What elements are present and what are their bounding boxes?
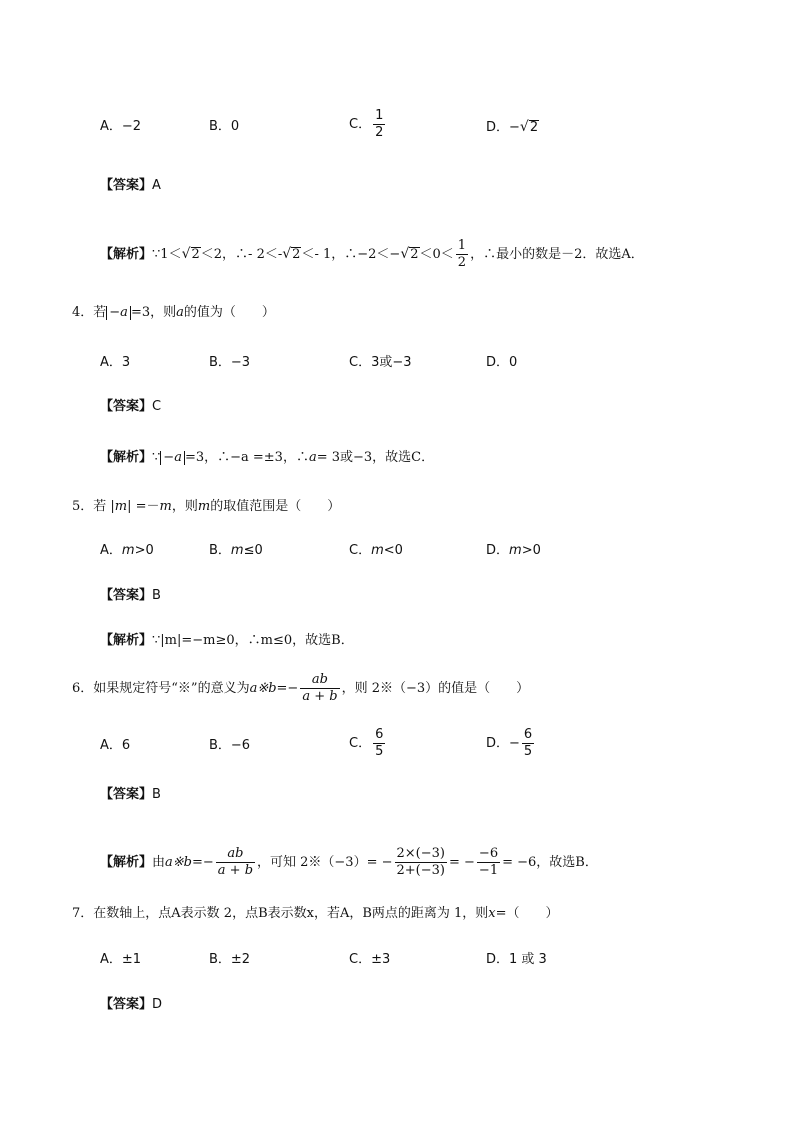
answer-value: D <box>152 997 163 1012</box>
answer-value: B <box>152 787 161 802</box>
q3-answer <box>100 177 161 195</box>
q3-option-b[interactable]: B．0 <box>209 119 240 134</box>
q6-option-d[interactable]: D．− $\frac{6}{5}$ <box>486 727 533 759</box>
radical-icon: √ <box>282 246 292 262</box>
answer-label: 【答案】 <box>100 787 153 802</box>
q7-option-c[interactable]: C．±3 <box>349 952 391 967</box>
q7-option-a[interactable]: A．±1 <box>100 952 142 967</box>
q3-analysis: 【解析】∵1＜√2＜2，∴- 2＜-√2＜- 1，∴−2＜−√2＜0＜ $\frac{1}{2}$ ，∴最小的数是－2．故选A． <box>100 238 644 270</box>
q5-answer <box>100 587 161 605</box>
q4-option-a[interactable]: A．3 <box>100 355 131 370</box>
q7-answer <box>100 996 162 1014</box>
answer-value: C <box>152 399 162 414</box>
q6-analysis: 【解析】由a※b=− $\frac{ab}{a + b}$ ，可知 2※（−3）= − $\frac{2\times(-3)}{2+(-3)}$ = − $\frac{-6}{-1}$ = −6，故选B． <box>100 846 598 878</box>
q7-option-b[interactable]: B．±2 <box>209 952 251 967</box>
ab-fraction: $\frac{ab}{a + b}$ <box>302 672 338 704</box>
q6-answer <box>100 786 161 804</box>
answer-label: 【答案】 <box>100 997 153 1012</box>
analysis-label: 【解析】 <box>100 247 153 262</box>
answer-label: 【答案】 <box>100 178 153 193</box>
analysis-label: 【解析】 <box>100 855 153 870</box>
half-fraction: $\frac{1}{2}$ <box>457 238 467 270</box>
q5-option-a[interactable]: A．m>0 <box>100 543 154 558</box>
q5-option-b[interactable]: B．m≤0 <box>209 543 263 558</box>
answer-label: 【答案】 <box>100 588 153 603</box>
q7-stem: 7．在数轴上，点A表示数 2，点B表示数x，若A，B两点的距离为 1，则x=（ ） <box>72 906 559 921</box>
q6-option-c[interactable]: C． $\frac{6}{5}$ <box>349 727 384 759</box>
q5-option-d[interactable]: D．m>0 <box>486 543 541 558</box>
q7-option-d[interactable]: D．1 或 3 <box>486 952 547 967</box>
q3-option-d[interactable]: D．−√2 <box>486 119 539 135</box>
q5-analysis: 【解析】∵|m|=−m≥0，∴m≤0，故选B． <box>100 633 354 648</box>
q3-option-c-prefix: C． <box>349 117 372 132</box>
q3-option-c[interactable] <box>349 108 387 141</box>
absolute-value: −a <box>160 451 185 465</box>
q3-option-c-fraction: $\frac{1}{2}$ <box>375 108 384 140</box>
answer-value: B <box>152 588 161 603</box>
analysis-label: 【解析】 <box>100 450 153 465</box>
analysis-label: 【解析】 <box>100 633 153 648</box>
answer-label: 【答案】 <box>100 399 153 414</box>
q6-option-b[interactable]: B．−6 <box>209 738 251 753</box>
absolute-value: −a <box>106 306 131 320</box>
q4-analysis: 【解析】∵ −a =3，∴−a =±3，∴a= 3或−3，故选C． <box>100 450 435 465</box>
q6-stem: 6．如果规定符号“※”的意义为a※b=− $\frac{ab}{a + b}$ ，则 2※（−3）的值是（ ） <box>72 672 530 704</box>
radical-icon: √ <box>519 119 529 135</box>
q4-option-d[interactable]: D．0 <box>486 355 518 370</box>
radical-icon: √ <box>181 246 191 262</box>
q4-answer <box>100 398 161 416</box>
q4-option-b[interactable]: B．−3 <box>209 355 251 370</box>
q5-stem: 5．若 |m| =－m，则m的取值范围是（ ） <box>72 499 341 514</box>
q6-option-a[interactable]: A．6 <box>100 738 131 753</box>
radical-icon: √ <box>400 246 410 262</box>
q5-option-c[interactable]: C．m<0 <box>349 543 403 558</box>
answer-value: A <box>152 178 161 193</box>
q4-stem: 4．若 −a =3，则a的值为（ ） <box>72 305 275 320</box>
q3-option-a[interactable]: A．−2 <box>100 119 142 134</box>
q4-option-c[interactable]: C．3或−3 <box>349 355 412 370</box>
